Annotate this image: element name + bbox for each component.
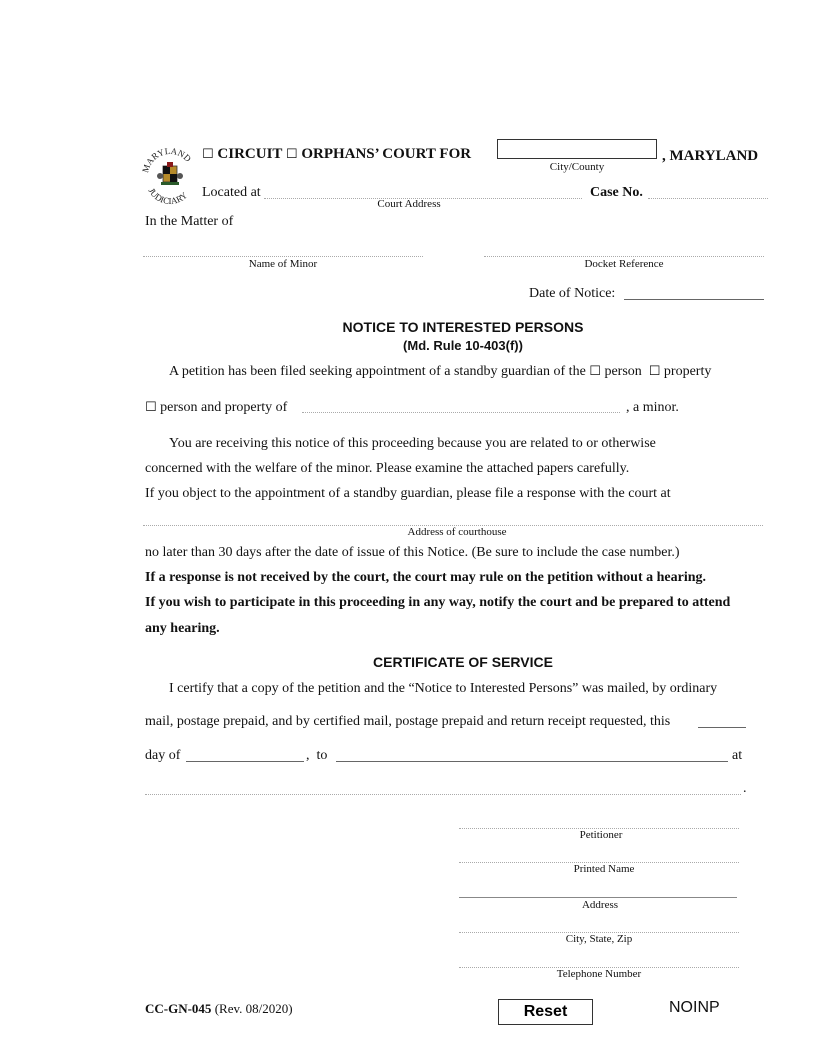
date-of-notice-field[interactable] <box>624 299 764 300</box>
reset-button[interactable]: Reset <box>498 999 593 1025</box>
case-no-field[interactable] <box>648 198 768 199</box>
certificate-title: CERTIFICATE OF SERVICE <box>373 654 553 670</box>
recipient-field[interactable] <box>336 761 728 762</box>
a-minor-label: , a minor. <box>626 400 679 415</box>
warning-participate-1: If you wish to participate in this proceeding in any way, notify the court and be prepared to attend <box>145 595 731 610</box>
certify-line-1: I certify that a copy of the petition and the “Notice to Interested Persons” was mailed, by ordinary <box>169 681 718 696</box>
in-the-matter-of: In the Matter of <box>145 214 234 229</box>
at-label: at <box>732 748 743 763</box>
recipient-address-field[interactable] <box>145 794 741 795</box>
orphans-checkbox[interactable]: ☐ <box>285 147 298 162</box>
address-field[interactable] <box>459 897 737 898</box>
deadline-text: no later than 30 days after the date of issue of this Notice. (Be sure to include the case number.) <box>145 545 680 560</box>
maryland-label: , MARYLAND <box>662 148 759 164</box>
month-field[interactable] <box>186 761 304 762</box>
to-label: , to <box>306 748 328 763</box>
located-at-label: Located at <box>202 185 261 200</box>
printed-name-caption: Printed Name <box>573 863 635 875</box>
notice-subtitle: (Md. Rule 10-403(f)) <box>403 338 523 353</box>
property-checkbox[interactable]: ☐ <box>648 364 661 379</box>
docket-reference-field[interactable] <box>484 256 764 257</box>
form-revision: (Rev. 08/2020) <box>214 1001 293 1016</box>
city-state-zip-caption: City, State, Zip <box>565 933 633 945</box>
notice-reason-line-2: concerned with the welfare of the minor. Please examine the attached papers carefully. <box>145 461 630 476</box>
petition-text: A petition has been filed seeking appointment of a standby guardian of the <box>169 364 586 379</box>
form-number: CC-GN-045 <box>145 1001 212 1016</box>
orphans-court-label: ORPHANS’ COURT FOR <box>301 146 472 162</box>
name-of-minor-caption: Name of Minor <box>248 258 318 270</box>
person-label: person <box>604 364 642 379</box>
day-of-label: day of <box>145 748 181 763</box>
city-county-caption: City/County <box>549 161 605 173</box>
city-county-input[interactable] <box>497 139 657 159</box>
form-code: NOINP <box>669 999 720 1016</box>
person-property-checkbox[interactable]: ☐ <box>145 400 157 415</box>
notice-reason-line-3: If you object to the appointment of a standby guardian, please file a response with the court at <box>145 486 671 501</box>
address-caption: Address <box>581 899 619 911</box>
petition-line <box>169 364 711 380</box>
petitioner-caption: Petitioner <box>579 829 623 841</box>
person-property-line <box>145 400 287 416</box>
telephone-caption: Telephone Number <box>556 968 642 980</box>
form-id <box>145 1001 293 1017</box>
courthouse-address-caption: Address of courthouse <box>407 526 507 538</box>
seal-top-text: MARYLAND <box>140 145 194 174</box>
certify-line-2: mail, postage prepaid, and by certified mail, postage prepaid and return receipt requested, this <box>145 714 671 729</box>
court-address-caption: Court Address <box>377 198 441 210</box>
circuit-checkbox[interactable]: ☐ <box>202 147 214 162</box>
court-type-line <box>202 146 471 163</box>
day-field[interactable] <box>698 727 746 728</box>
property-label: property <box>663 364 712 379</box>
warning-participate-2: any hearing. <box>145 621 220 636</box>
seal-bottom-text: JUDICIARY <box>146 186 190 206</box>
maryland-judiciary-seal <box>140 144 200 206</box>
docket-reference-caption: Docket Reference <box>584 258 664 270</box>
person-property-label: person and property of <box>160 400 288 415</box>
minor-name-field[interactable] <box>302 412 620 413</box>
circuit-label: CIRCUIT <box>217 146 283 162</box>
name-of-minor-field[interactable] <box>143 256 423 257</box>
period: . <box>743 781 747 796</box>
person-checkbox[interactable]: ☐ <box>589 364 601 379</box>
warning-no-response: If a response is not received by the court, the court may rule on the petition without a hearing. <box>145 570 706 585</box>
notice-title: NOTICE TO INTERESTED PERSONS <box>342 319 584 335</box>
svg-text:JUDICIARY <box>146 186 189 206</box>
date-of-notice-label: Date of Notice: <box>529 286 616 301</box>
notice-reason-line-1: You are receiving this notice of this proceeding because you are related to or otherwise <box>169 436 656 451</box>
case-no-label: Case No. <box>590 185 643 200</box>
